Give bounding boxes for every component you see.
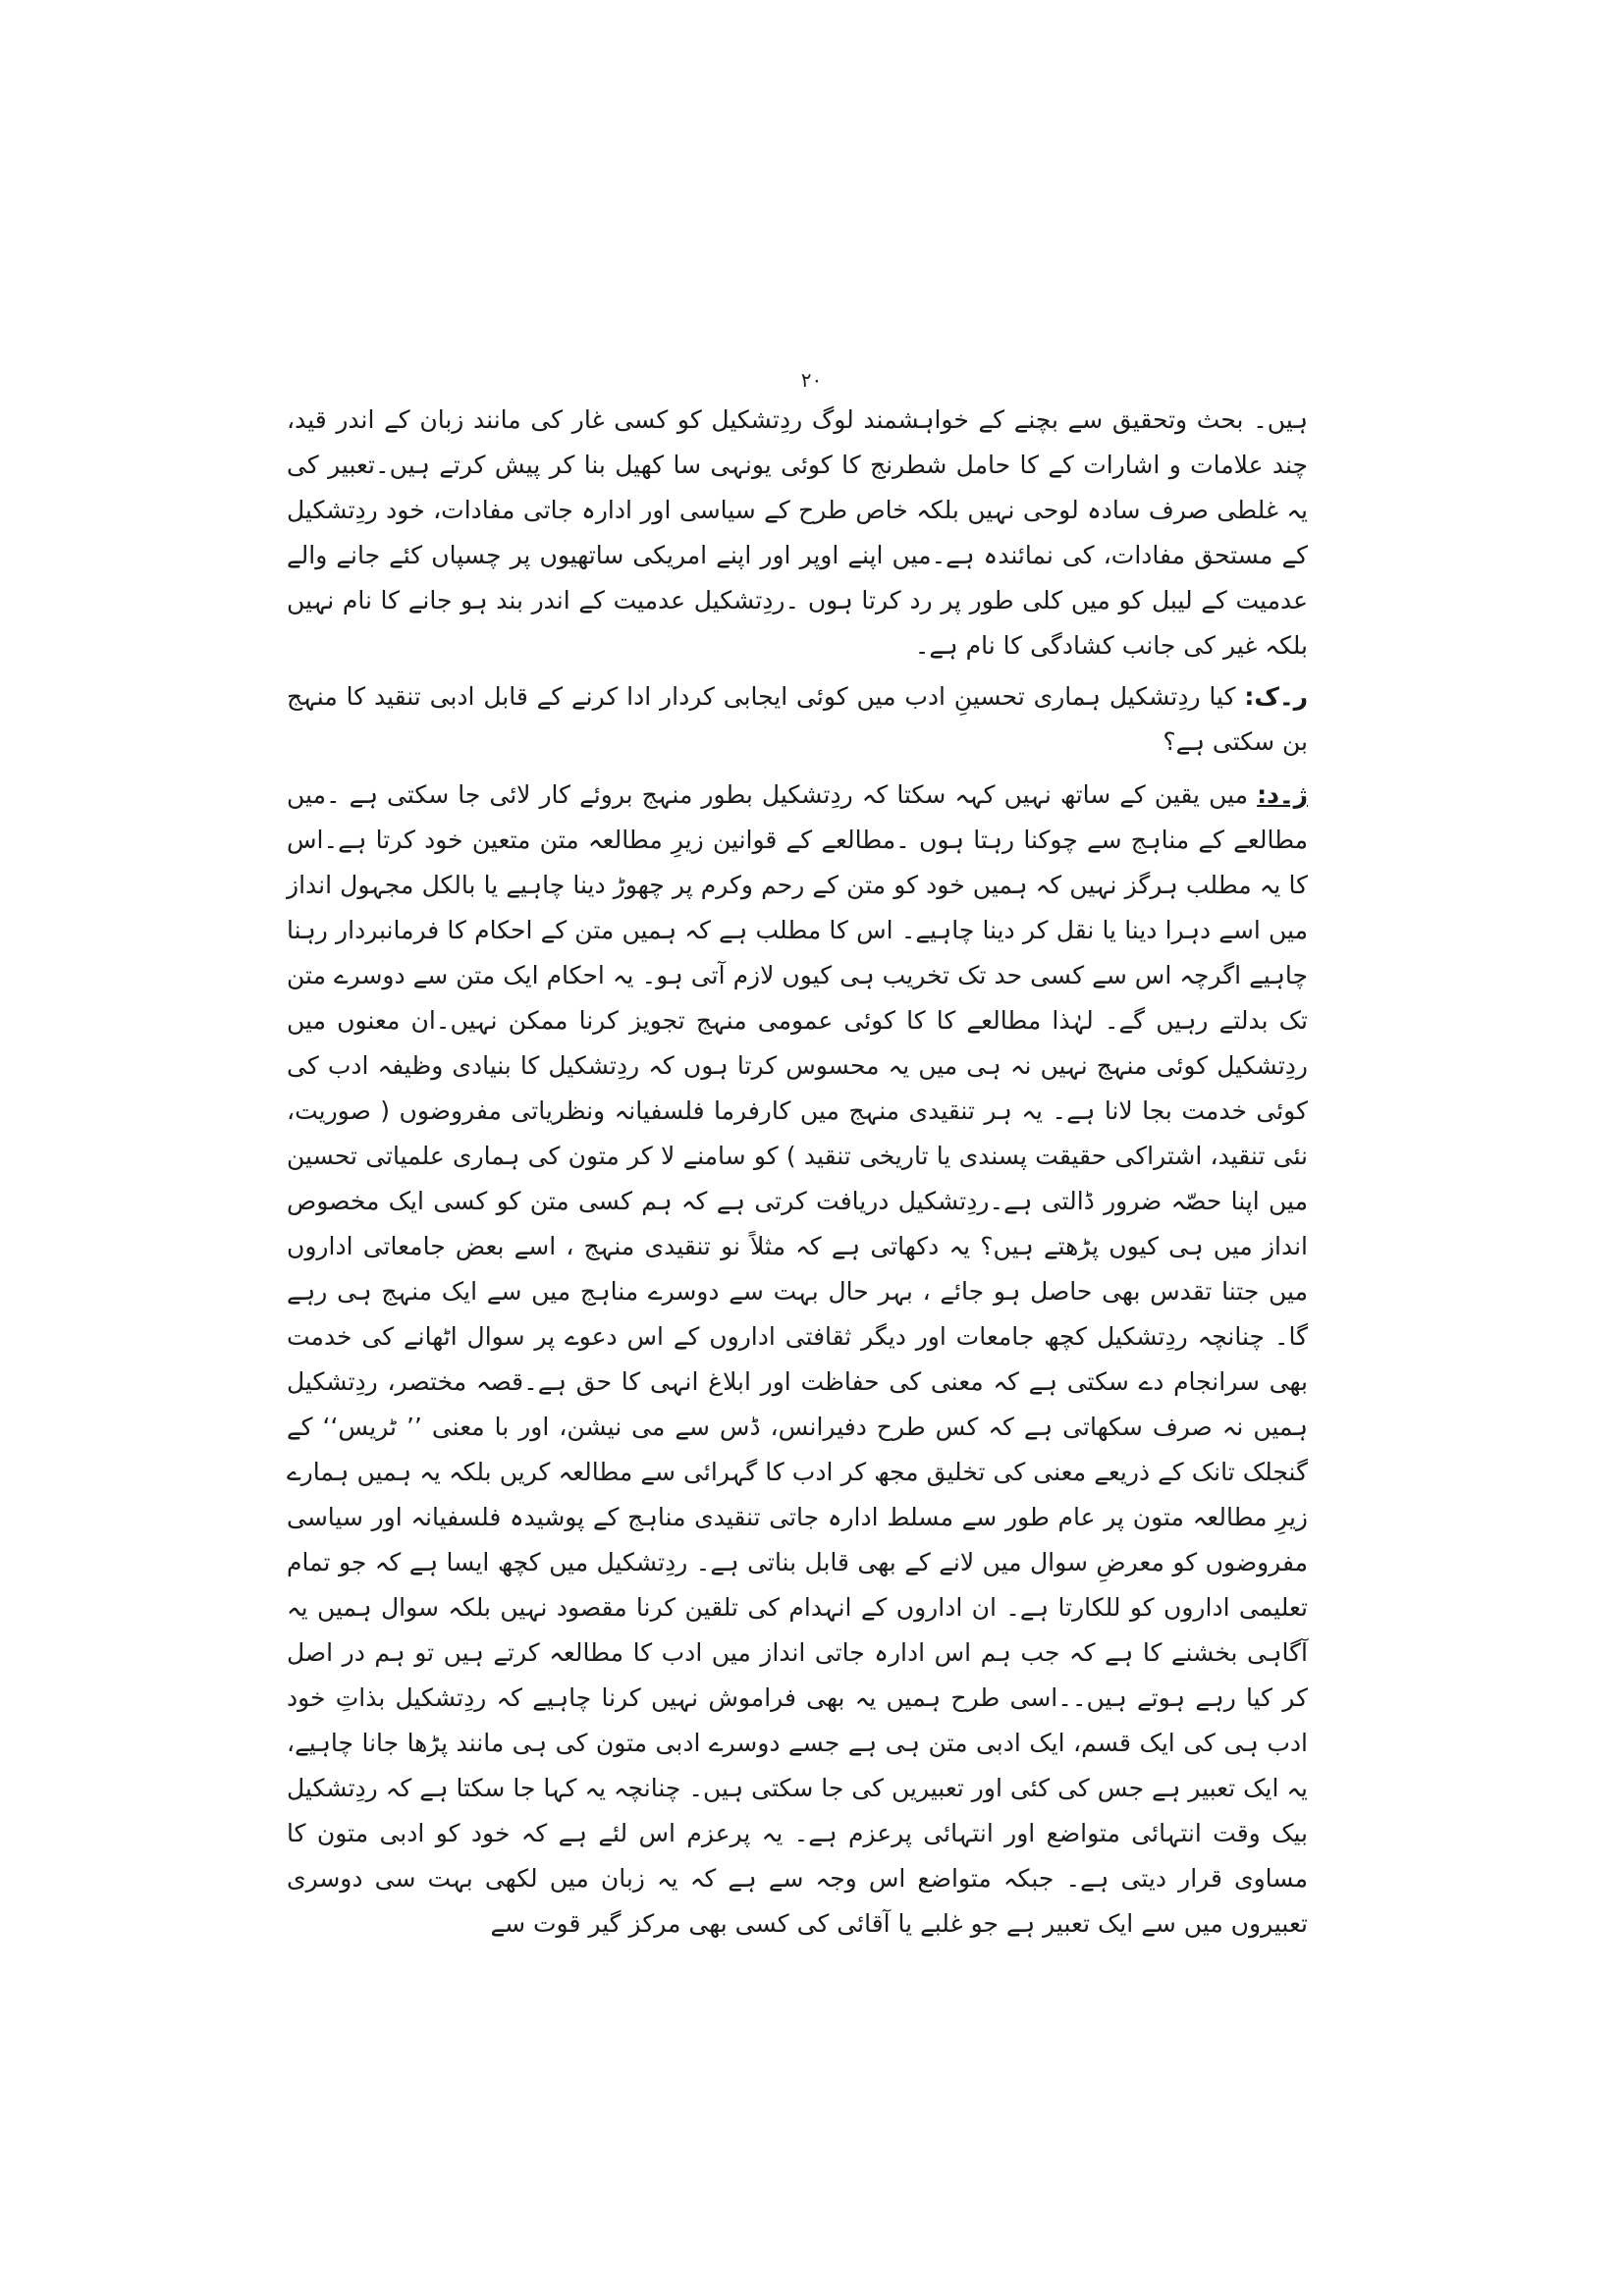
answer-paragraph bbox=[287, 773, 1308, 1947]
page-number: ۲۰ bbox=[800, 368, 823, 392]
answer-text: میں یقین کے ساتھ نہیں کہہ سکتا کہ ردِتشکیل بطور منہج بروئے کار لائی جا سکتی ہے ۔میں مطالعے کے مناہج سے چوکنا رہتا ہوں ۔مطالعے کے قوانین زیرِ مطالعہ متن متعین خود کرتا ہے۔اس کا یہ مطلب ہرگز نہیں کہ ہمیں خود کو متن کے رحم وکرم پر چھوڑ دینا چاہیے یا بالکل مجہول انداز میں اسے دہرا دینا یا نقل کر دینا چاہیے۔ اس کا مطلب ہے کہ ہمیں متن کے احکام کا فرمانبردار رہنا چاہیے اگرچہ اس سے کسی حد تک تخریب ہی کیوں لازم آتی ہو۔ یہ احکام ایک متن سے دوسرے متن تک بدلتے رہیں گے۔ لہٰذا مطالعے کا کا کوئی عمومی منہج تجویز کرنا ممکن نہیں۔ان معنوں میں ردِتشکیل کوئی منہج نہیں نہ ہی میں یہ محسوس کرتا ہوں کہ ردِتشکیل کا بنیادی وظیفہ ادب کی کوئی خدمت بجا لانا ہے۔ یہ ہر تنقیدی منہج میں کارفرما فلسفیانہ ونظریاتی مفروضوں ( صوریت، نئی تنقید، اشتراکی حقیقت پسندی یا تاریخی تنقید ) کو سامنے لا کر متون کی ہماری علمیاتی تحسین میں اپنا حصّہ ضرور ڈالتی ہے۔ردِتشکیل دریافت کرتی ہے کہ ہم کسی متن کو کسی ایک مخصوص انداز میں ہی کیوں پڑھتے ہیں؟ یہ دکھاتی ہے کہ مثلاً نو تنقیدی منہج ، اسے بعض جامعاتی اداروں میں جتنا تقدس بھی حاصل ہو جائے ، بہر حال بہت سے دوسرے مناہج میں سے ایک منہج ہی رہے گا۔ چنانچہ ردِتشکیل کچھ جامعات اور دیگر ثقافتی اداروں کے اس دعوے پر سوال اٹھانے کی خدمت بھی سرانجام دے سکتی ہے کہ معنی کی حفاظت اور ابلاغ انہی کا حق ہے۔قصہ مختصر، ردِتشکیل ہمیں نہ صرف سکھاتی ہے کہ کس طرح دفیرانس، ڈس سے می نیشن، اور با معنی ’’ ٹریس‘‘ کے گنجلک تانک کے ذریعے معنی کی تخلیق مجھ کر ادب کا گہرائی سے مطالعہ کریں بلکہ یہ ہمیں ہمارے زیرِ مطالعہ متون پر عام طور سے مسلط ادارہ جاتی تنقیدی مناہج کے پوشیدہ فلسفیانہ اور سیاسی مفروضوں کو معرضِ سوال میں لانے کے بھی قابل بناتی ہے۔ ردِتشکیل میں کچھ ایسا ہے کہ جو تمام تعلیمی اداروں کو للکارتا ہے۔ ان اداروں کے انہدام کی تلقین کرنا مقصود نہیں بلکہ سوال ہمیں یہ آگاہی بخشنے کا ہے کہ جب ہم اس ادارہ جاتی انداز میں ادب کا مطالعہ کرتے ہیں تو ہم در اصل کر کیا رہے ہوتے ہیں۔۔اسی طرح ہمیں یہ بھی فراموش نہیں کرنا چاہیے کہ ردِتشکیل بذاتِ خود ادب ہی کی ایک قسم، ایک ادبی متن ہی ہے جسے دوسرے ادبی متون کی ہی مانند پڑھا جانا چاہیے، یہ ایک تعبیر ہے جس کی کئی اور تعبیریں کی جا سکتی ہیں۔ چنانچہ یہ کہا جا سکتا ہے کہ ردِتشکیل بیک وقت انتہائی متواضع اور انتہائی پرعزم ہے۔ یہ پرعزم اس لئے ہے کہ خود کو ادبی متون کا مساوی قرار دیتی ہے۔ جبکہ متواضع اس وجہ سے ہے کہ یہ زبان میں لکھی بہت سی دوسری تعبیروں میں سے ایک تعبیر ہے جو غلبے یا آقائی کی کسی بھی مرکز گیر قوت سے bbox=[287, 780, 1308, 1938]
opening-paragraph: ہیں۔ بحث وتحقیق سے بچنے کے خواہشمند لوگ ردِتشکیل کو کسی غار کی مانند زبان کے اندر قید، چند علامات و اشارات کے کا حامل شطرنج کا کوئی یونہی سا کھیل بنا کر پیش کرتے ہیں۔تعبیر کی یہ غلطی صرف سادہ لوحی نہیں بلکہ خاص طرح کے سیاسی اور ادارہ جاتی مفادات، خود ردِتشکیل کے مستحق مفادات، کی نمائندہ ہے۔میں اپنے اوپر اور اپنے امریکی ساتھیوں پر چسپاں کئے جانے والے عدمیت کے لیبل کو میں کلی طور پر رد کرتا ہوں ۔ردِتشکیل عدمیت کے اندر بند ہو جانے کا نام نہیں بلکہ غیر کی جانب کشادگی کا نام ہے۔ bbox=[287, 405, 1308, 660]
question-speaker-label: ر۔ک: bbox=[1244, 682, 1308, 711]
answer-speaker-label: ژ۔د: bbox=[1257, 780, 1309, 809]
body-text bbox=[287, 398, 1308, 1947]
question-paragraph bbox=[287, 674, 1308, 765]
question-text: کیا ردِتشکیل ہماری تحسینِ ادب میں کوئی ایجابی کردار ادا کرنے کے قابل ادبی تنقید کا منہج بن سکتی ہے؟ bbox=[287, 682, 1308, 756]
